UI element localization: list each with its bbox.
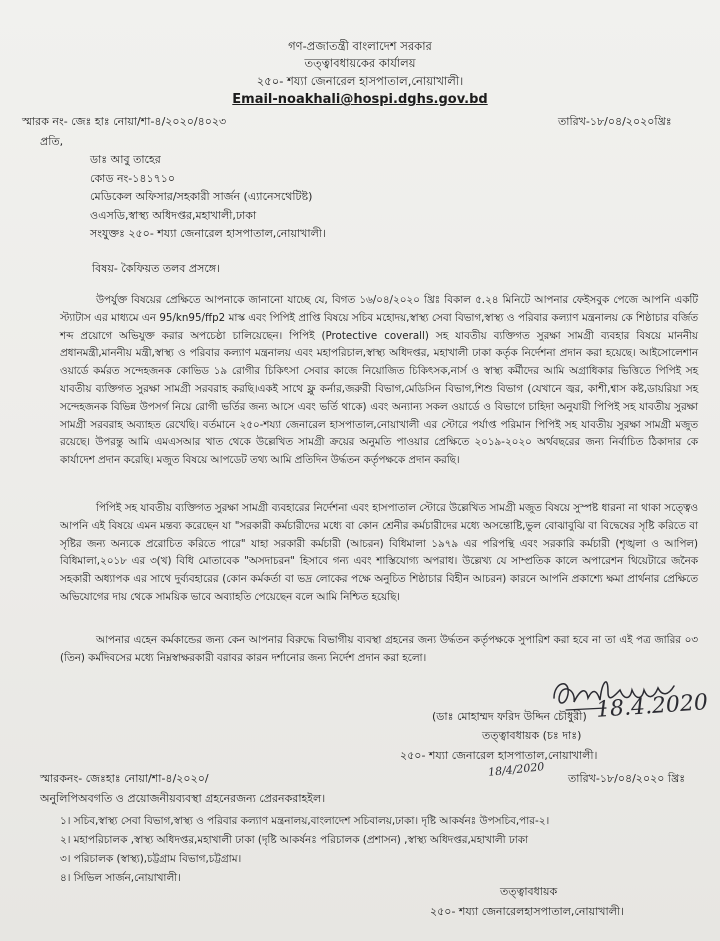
list-item: ১। সচিব,স্বাস্থ্য সেবা বিভাগ,স্বাস্থ্য ও পরিবার কল্যাণ মন্ত্রনালয়,বাংলাদেশ সচিবালয়,ঢাকা। দৃষ্টি আকর্ষনঃ উপসচিব,পার-২। — [60, 815, 550, 827]
recipient-to: প্রতি, — [40, 135, 64, 148]
copy-recipient-list — [60, 812, 549, 888]
recipient-line: কোড নং-১৪১৭১০ — [90, 172, 176, 185]
initial-date: 18/4/2020 — [487, 760, 545, 779]
recipient-line: ওএসডি,স্বাস্থ্য অধিদপ্তর,মহাখালী,ঢাকা — [90, 209, 257, 222]
recipient-line: ডাঃ আবু তাহের — [90, 153, 161, 166]
body-paragraph-3: আপনার এহেন কর্মকান্ডের জন্য কেন আপনার বিরুদ্ধে বিভাগীয় ব্যবস্থা গ্রহনের জন্য উর্দ্ধতন কর্তৃপক্ষকে সুপারিশ করা হবে না তা এই পত্র জারির ০৩ (তিন) কর্মদিবসের মধ্যে নিম্নস্বাক্ষরকারী বরাবর কারন দর্শানোর জন্য নির্দেশ প্রদান করা হলো। — [60, 634, 698, 664]
memo-ref: স্মারক নং- জেঃ হাঃ নোয়া/শা-৪/২০২০/৪০২৩ — [22, 115, 227, 128]
office-email: Email-noakhali@hospi.dghs.gov.bd — [232, 92, 488, 107]
recipient-line: মেডিকেল অফিসার/সহকারী সার্জন (এ্যানেসথেটিষ্ট) — [90, 190, 313, 203]
copy-sign-title: তত্ত্বাবধায়ক — [500, 885, 558, 898]
body-paragraph-2: পিপিই সহ যাবতীয় ব্যক্তিগত সুরক্ষা সামগ্রী ব্যবহারের নির্দেশনা এবং হাসপাতাল স্টোরে উল্লেখিত সামগ্রী মজুত বিষয়ে সুস্পষ্ট ধারনা না থাকা সত্ত্বেও আপনি এই বিষয়ে এমন মন্তব্য করেছেন যা "সরকারী কর্মচারীদের মধ্যে বা কোন শ্রেনীর কর্মচারীদের মধ্যে অসন্তোষ্টি,ভুল বোঝাবুঝি বা বিদ্বেষের সৃষ্টি করিতে বা সৃষ্টির জন্য অন্যকে প্ররোচিত করিতে পারে" যাহা সরকারী কর্মচারী (আচরন) বিধিমালা ১৯৭৯ এর পরিপন্থি এবং সরকারি কর্মচারী (শৃঙ্খলা ও আপিল) বিধিমালা,২০১৮ এর ৩(খ) বিধি মোতাবেক "অসদাচরন" হিসাবে গন্য এবং শাস্তিযোগ্য অপরাধ। উল্লেখ্য যে সাম্প্রতিক কালে অপারেশন থিয়েটারে জনৈক সহকারী অধ্যাপক এর সাথে দুর্ব্যবহারের (কোন কর্মকর্তা বা ভদ্র লোকের পক্ষে অনুচিত শিষ্ঠাচার বিহীন আচরন) কারনে আপনি প্রকাশ্যে ক্ষমা প্রার্থনার প্রেক্ষিতে অভিযোগের দায় থেকে সাময়িক ভাবে অব্যাহতি পেয়েছেন বলে আমি নিশ্চিত হয়েছি। — [60, 502, 698, 603]
hospital-name: ২৫০- শয্যা জেনারেল হাসপাতাল,নোয়াখালী। — [256, 74, 464, 88]
signature-date: 18.4.2020 — [595, 690, 709, 723]
signatory-hospital: ২৫০- শয্যা জেনারেল হাসপাতাল,নোয়াখালী। — [400, 749, 598, 762]
recipient-line: সংযুক্তঃ ২৫০- শয্যা জেনারেল হাসপাতাল,নোয়াখালী। — [90, 227, 326, 240]
list-item: ২। মহাপরিচালক ,স্বাস্থ্য অধিদপ্তর,মহাখালী ঢাকা (দৃষ্টি আকর্ষনঃ পরিচালক (প্রশাসন) ,স্বাস্থ্য অধিদপ্তর,মহাখালী ঢাকা — [60, 834, 529, 846]
body-paragraph-1: উপর্যুক্ত বিষয়ের প্রেক্ষিতে আপনাকে জানানো যাচ্ছে যে, বিগত ১৬/০৪/২০২০ খ্রিঃ বিকাল ৫.২৪ মিনিটে আপনার ফেইসবুক পেজে আপনি একটি স্ট্যাটাস এর মাধ্যমে এন 95/kn95/ffp2 মাস্ক এবং পিপিই প্রাপ্তি বিষয়ে সচিব মহোদয়,স্বাস্থ্য সেবা বিভাগ,স্বাস্থ্য ও পরিবার কল্যাণ মন্ত্রনালয় কে শিষ্ঠাচার বর্জিত শব্দ প্রয়োগে অভিযুক্ত করার অপচেষ্ঠা চালিয়েছেন। পিপিই (Protective coverall) সহ যাবতীয় ব্যক্তিগত সুরক্ষা সামগ্রী ব্যবহার বিষয়ে মাননীয় প্রধানমন্ত্রী,মাননীয় মন্ত্রী,স্বাস্থ্য ও পরিবার কল্যাণ মন্ত্রনালয় এবং মহাপরিচাল,স্বাস্থ্য অধিদপ্তর, মহাখালী ঢাকা কর্তৃক নির্দেশনা প্রদান করা হয়েছে। আইসোলেশান ওয়ার্ডে কর্মরত সন্দেহজনক কোভিড ১৯ রোগীর চিকিৎসা সেবার কাজে নিয়োজিত চিকিৎসক,নার্স ও স্বাস্থ্য কর্মীদের আমি অগ্রাধিকার ভিত্তিতে পিপিই সহ যাবতীয় ব্যক্তিগত সুরক্ষা সামগ্রী সরবরাহ করছি।একই সাথে ফ্লু কর্নার,জরুরী বিভাগ,মেডিসিন বিভাগ,শিশু বিভাগ (যেখানে জ্বর, কাশী,শ্বাস কষ্ট,ডায়রিয়া সহ সন্দেহজনক বিভিন্ন উপসর্গ নিয়ে রোগী ভর্তির জন্য আসে এবং ভর্তি থাকে) এবং অন্যান্য সকল ওয়ার্ডে ও বিভাগে চাহিদা অনুযায়ী পিপিই সহ যাবতীয় সুরক্ষা সামগ্রী সরবরাহ অব্যাহত রেখেছি। বর্তমানে ২৫০-শয্যা জেনারেল হাসপাতাল,নোয়াখালী এর স্টোরে পর্যাপ্ত পরিমান পিপিই সহ যাবতীয় সুরক্ষা সামগ্রী মজুত রয়েছে। উপরন্তু আমি এমএসআর খাত থেকে উল্লেখিত সামগ্রী ক্রয়ের অনুমতি পাওয়ার প্রেক্ষিতে ২০১৯-২০২০ অর্থবছরের জন্য নির্বাচিত ঠিকাদার কে কার্যাদেশ প্রদান করেছি। মজুত বিষয়ে আপডেট তথ্য আমি প্রতিদিন উর্দ্ধতন কর্তৃপক্ষকে প্রদান করছি। — [60, 294, 698, 467]
memo-date: তারিখ-১৮/০৪/২০২০খ্রিঃ — [558, 115, 672, 128]
signatory-title: তত্ত্বাবধায়ক (চঃ দাঃ) — [482, 729, 582, 742]
list-item: ৪। সিভিল সার্জন,নোয়াখালী। — [60, 872, 181, 884]
list-item: ৩। পরিচালক (স্বাস্থ্য),চট্টগ্রাম বিভাগ,চট্টগ্রাম। — [60, 853, 242, 865]
subject-line: বিষয়- কৈফিয়ত তলব প্রসঙ্গে। — [92, 262, 221, 275]
office-name: তত্ত্বাবধায়কের কার্যালয় — [304, 56, 416, 70]
govt-name: গণ-প্রজাতন্ত্রী বাংলাদেশ সরকার — [288, 39, 432, 53]
copy-intro: অনুলিপিঅবগতি ও প্রয়োজনীয়ব্যবস্থা গ্রহনেরজন্য প্রেরনকরাহইল। — [40, 792, 326, 805]
signatory-name: (ডাঃ মোহাম্মদ ফরিদ উদ্দিন চৌধুরী) — [432, 710, 587, 723]
copy-date: তারিখ-১৮/০৪/২০২০ খ্রিঃ — [568, 772, 686, 785]
copy-sign-hospital: ২৫০- শয্যা জেনারেলহাসপাতাল,নোয়াখালী। — [430, 905, 624, 918]
copy-ref: স্মারকনং- জেঃহাঃ নোয়া/শা-৪/২০২০/ — [40, 772, 209, 785]
